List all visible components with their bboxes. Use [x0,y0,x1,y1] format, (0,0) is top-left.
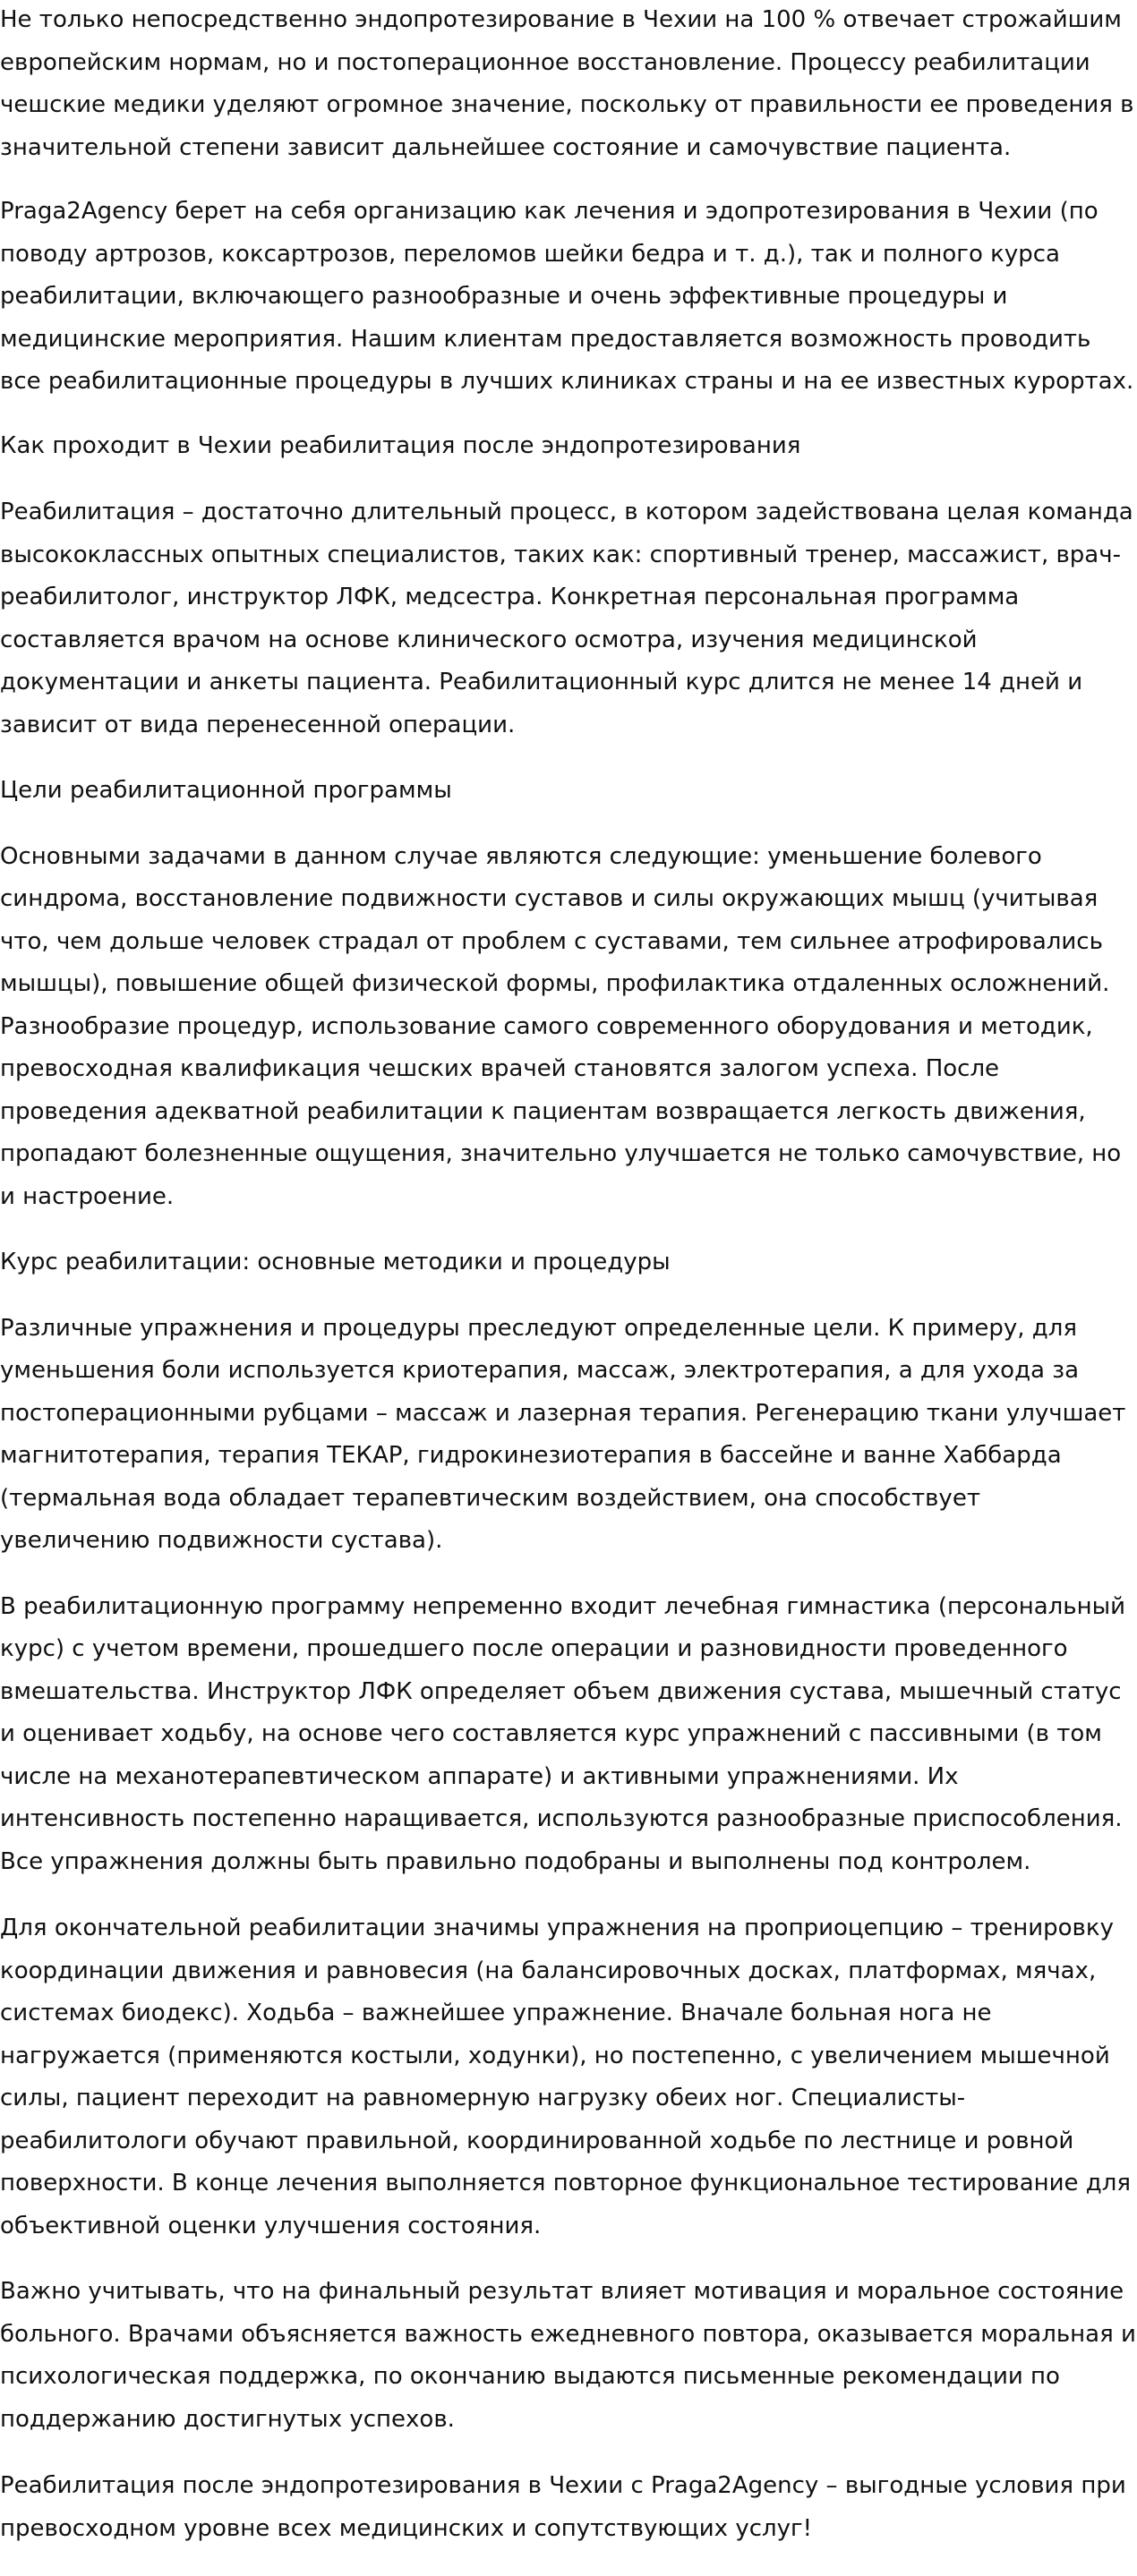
rehab-process-paragraph: Реабилитация – достаточно длительный процесс, в котором задействована целая команда высококлассных опытных специалистов, таких как: спортивный тренер, массажист, врач-реабилитолог, инструктор ЛФК, медсестра. Конкретная персональная программа составляется врачом на основе клинического осмотра, изучения медицинской документации и анкеты пациента. Реабилитационный курс длится не менее 14 дней и зависит от вида перенесенной операции. [0,499,1133,738]
gymnastics-paragraph: В реабилитационную программу непременно входит лечебная гимнастика (персональный курс) с учетом времени, прошедшего после операции и разновидности проведенного вмешательства. Инструктор ЛФК определяет объем движения сустава, мышечный статус и оценивает ходьбу, на основе чего составляется курс упражнений с пассивными (в том числе на механотерапевтическом аппарате) и активными упражнениями. Их интенсивность постепенно наращивается, используются разнообразные приспособления. Все упражнения должны быть правильно подобраны и выполнены под контролем. [0,1592,1125,1875]
section-heading-rehab-process: Как проходит в Чехии реабилитация после эндопротезирования [0,431,801,459]
motivation-paragraph: Важно учитывать, что на финальный результат влияет мотивация и моральное состояние больного. Врачами объясняется важность ежедневного повтора, оказывается моральная и психологическая поддержка, по окончанию выдаются письменные рекомендации по поддержанию достигнутых успехов. [0,2278,1136,2433]
agency-paragraph: Praga2Agency берет на себя организацию как лечения и эдопротезирования в Чехии (по поводу артрозов, коксартрозов, переломов шейки бедра и т. д.), так и полного курса реабилитации, включающего разнообразные и очень эффективные процедуры и медицинские мероприятия. Нашим клиентам предоставляется возможность проводить все реабилитационные процедуры в лучших клиниках страны и на ее известных курортах. [0,198,1134,395]
goals-paragraph: Основными задачами в данном случае являются следующие: уменьшение болевого синдрома, восстановление подвижности суставов и силы окружающих мышц (учитывая что, чем дольше человек страдал от проблем с суставами, тем сильнее атрофировались мышцы), повышение общей физической формы, профилактика отдаленных осложнений. Разнообразие процедур, использование самого современного оборудования и методик, превосходная квалификация чешских врачей становятся залогом успеха. После проведения адекватной реабилитации к пациентам возвращается легкость движения, пропадают болезненные ощущения, значительно улучшается не только самочувствие, но и настроение. [0,842,1122,1210]
intro-paragraph: Не только непосредственно эндопротезирование в Чехии на 100 % отвечает строжайшим европейским нормам, но и постоперационное восстановление. Процессу реабилитации чешские медики уделяют огромное значение, поскольку от правильности ее проведения в значительной степени зависит дальнейшее состояние и самочувствие пациента. [0,6,1134,161]
proprioception-paragraph: Для окончательной реабилитации значимы упражнения на проприоцепцию – тренировку координации движения и равновесия (на балансировочных досках, платформах, мячах, системах биодекс). Ходьба – важнейшее упражнение. Вначале больная нога не нагружается (применяются костыли, ходунки), но постепенно, с увеличением мышечной силы, пациент переходит на равномерную нагрузку обеих ног. Специалисты-реабилитологи обучают правильной, координированной ходьбе по лестнице и ровной поверхности. В конце лечения выполняется повторное функциональное тестирование для объективной оценки улучшения состояния. [0,1915,1132,2239]
methods-paragraph: Различные упражнения и процедуры преследуют определенные цели. К примеру, для уменьшения боли используется криотерапия, массаж, электротерапия, а для ухода за постоперационными рубцами – массаж и лазерная терапия. Регенерацию ткани улучшает магнитотерапия, терапия ТЕКАР, гидрокинезиотерапия в бассейне и ванне Хаббарда (термальная вода обладает терапевтическим воздействием, она способствует увеличению подвижности сустава). [0,1314,1126,1554]
section-heading-goals: Цели реабилитационной программы [0,777,452,804]
closing-paragraph: Реабилитация после эндопротезирования в Чехии с Praga2Agency – выгодные условия при превосходном уровне всех медицинских и сопутствующих услуг! [0,2472,1126,2542]
section-heading-methods: Курс реабилитации: основные методики и процедуры [0,1249,671,1275]
